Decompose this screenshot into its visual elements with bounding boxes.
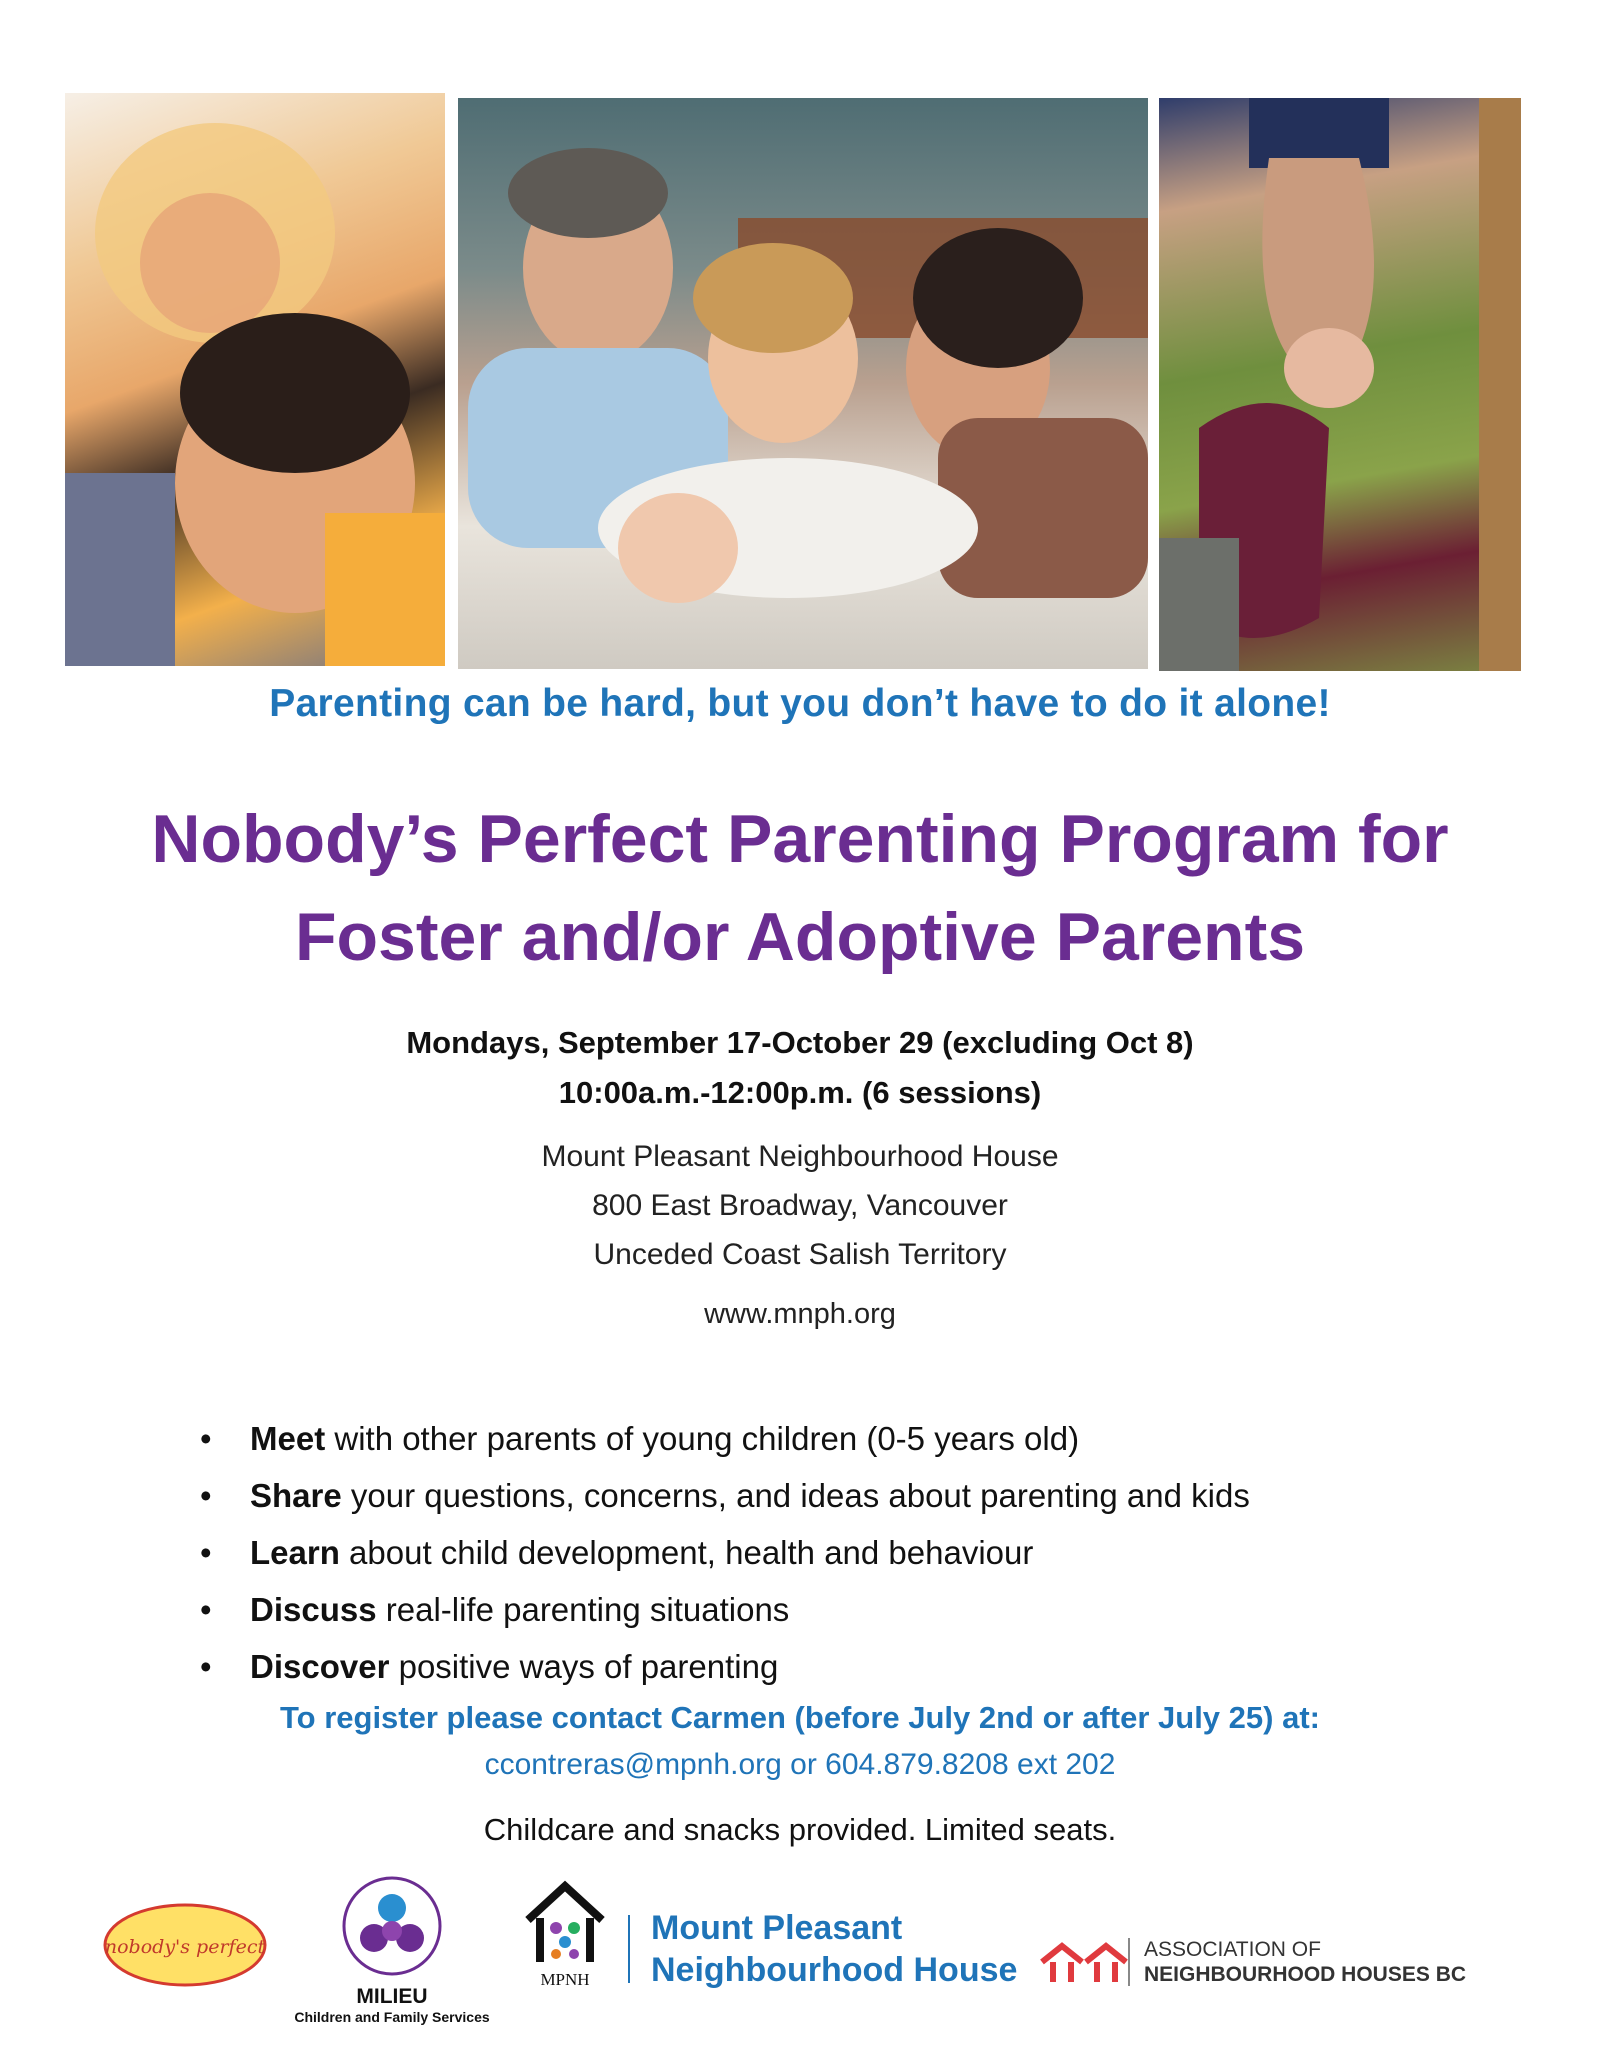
list-item — [200, 1581, 1450, 1638]
anh-line-1: ASSOCIATION OF — [1144, 1938, 1321, 1961]
bullet-keyword: Share — [250, 1477, 342, 1514]
venue-address: 800 East Broadway, Vancouver — [592, 1189, 1008, 1222]
photo-holding-hands — [1159, 98, 1521, 671]
bullet-keyword: Meet — [250, 1420, 326, 1457]
bullet-text: about child development, health and behaviour — [339, 1534, 1034, 1571]
bullet-dot: • — [200, 1534, 212, 1571]
page-title — [0, 790, 1600, 986]
title-line-1: Nobody’s Perfect Parenting Program for — [151, 801, 1449, 877]
milieu-subtitle: Children and Family Services — [294, 2009, 490, 2025]
bullet-text: your questions, concerns, and ideas about parenting and kids — [341, 1477, 1250, 1514]
schedule-dates: Mondays, September 17-October 29 (excluding Oct 8) — [406, 1025, 1194, 1060]
bullet-keyword: Learn — [250, 1534, 340, 1571]
logo-divider — [1128, 1938, 1130, 1986]
milieu-logo — [272, 1876, 512, 2026]
website-link[interactable]: www.mnph.org — [704, 1298, 896, 1330]
anh-houses-icon — [1040, 1940, 1130, 1985]
venue-territory: Unceded Coast Salish Territory — [593, 1238, 1007, 1271]
benefits-list — [200, 1410, 1450, 1695]
anh-wordmark — [1144, 1937, 1466, 1987]
list-item — [200, 1524, 1450, 1581]
bullet-keyword: Discover — [250, 1648, 390, 1685]
house-icon — [520, 1880, 610, 1965]
nobodys-perfect-logo — [103, 1903, 268, 1988]
tagline: Parenting can be hard, but you don’t have to do it alone! — [269, 682, 1331, 725]
milieu-name: MILIEU — [356, 1985, 428, 2008]
bullet-keyword: Discuss — [250, 1591, 377, 1628]
nobodys-perfect-logo-text: nobody's perfect — [104, 1936, 266, 1958]
bullet-text: real-life parenting situations — [376, 1591, 790, 1628]
mpnh-line-1: Mount Pleasant — [651, 1909, 903, 1947]
title-line-2: Foster and/or Adoptive Parents — [294, 899, 1306, 975]
list-item — [200, 1467, 1450, 1524]
logo-divider — [628, 1915, 630, 1983]
photo-family-on-bed — [458, 98, 1148, 669]
venue — [0, 1132, 1600, 1279]
list-item — [200, 1410, 1450, 1467]
bullet-text: positive ways of parenting — [389, 1648, 779, 1685]
bullet-text: with other parents of young children (0-5 years old) — [325, 1420, 1080, 1457]
mpnh-logo — [520, 1880, 610, 1990]
childcare-note: Childcare and snacks provided. Limited seats. — [483, 1812, 1117, 1847]
list-item — [200, 1638, 1450, 1695]
bullet-dot: • — [200, 1648, 212, 1685]
anh-line-2: NEIGHBOURHOOD HOUSES BC — [1144, 1963, 1467, 1986]
venue-name: Mount Pleasant Neighbourhood House — [541, 1140, 1059, 1173]
mpnh-mark-text: MPNH — [540, 1970, 590, 1989]
mpnh-line-2: Neighbourhood House — [651, 1951, 1018, 1989]
bullet-dot: • — [200, 1420, 212, 1457]
schedule — [0, 1018, 1600, 1118]
register-heading: To register please contact Carmen (before July 2nd or after July 25) at: — [280, 1700, 1320, 1735]
schedule-time: 10:00a.m.-12:00p.m. (6 sessions) — [558, 1075, 1042, 1110]
mpnh-wordmark — [651, 1907, 1017, 1991]
photo-grandmother-and-child — [65, 93, 445, 666]
bullet-dot: • — [200, 1591, 212, 1628]
milieu-emblem-icon — [342, 1876, 442, 1976]
contact-info[interactable]: ccontreras@mpnh.org or 604.879.8208 ext 202 — [484, 1748, 1116, 1781]
bullet-dot: • — [200, 1477, 212, 1514]
